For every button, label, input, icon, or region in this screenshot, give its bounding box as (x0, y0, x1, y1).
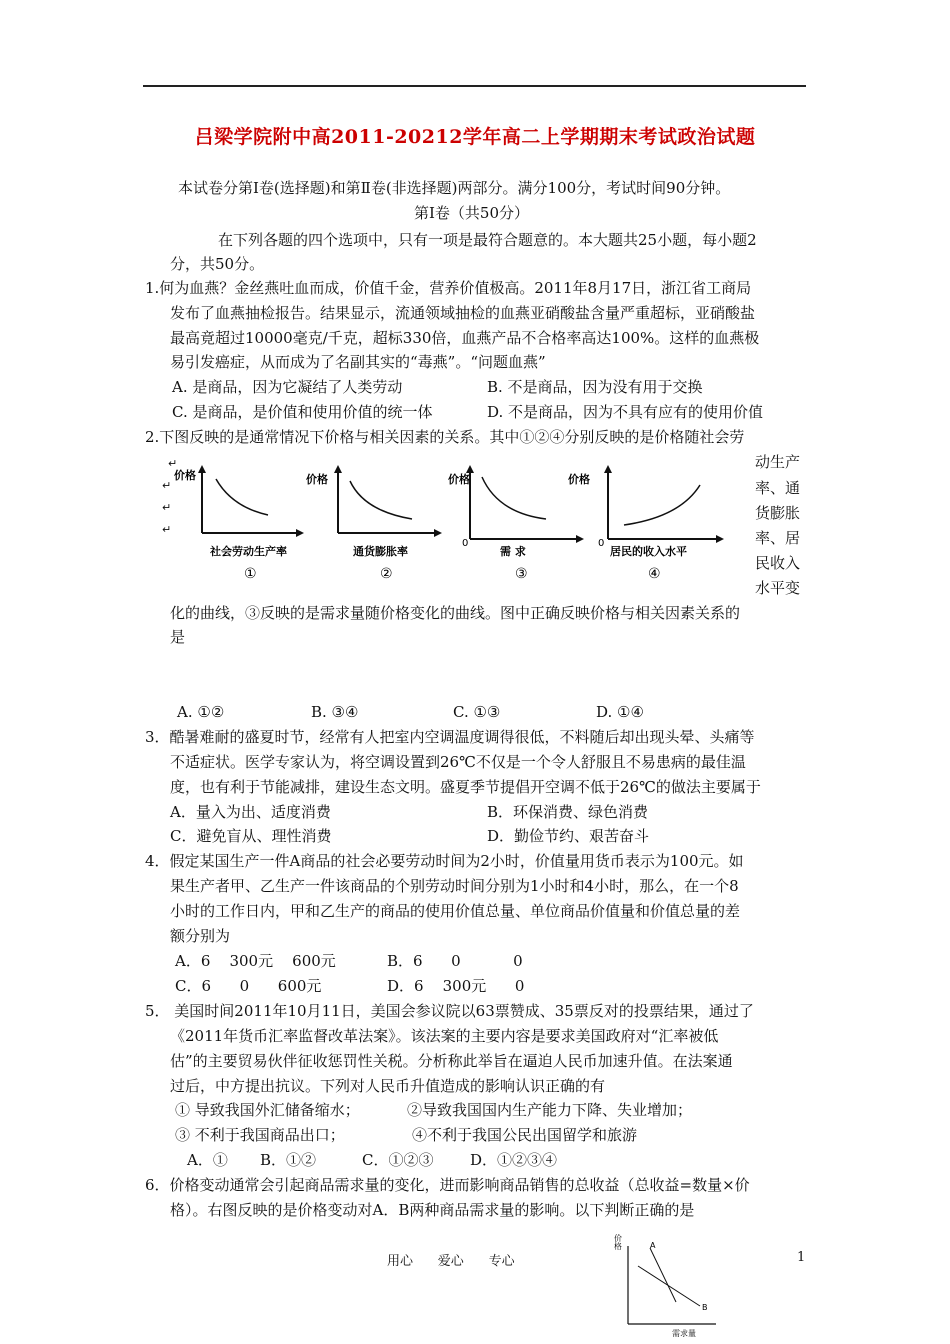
q4-option-d: D．6 300元 0 (387, 977, 525, 995)
q6-figure (612, 1222, 722, 1340)
q1-line-3: 最高竟超过10000毫克/千克，超标330倍，血燕产品不合格率高达100%。这样的血燕极 (170, 329, 760, 347)
q5-option-d: D．①②③④ (470, 1151, 558, 1169)
q2-line-1: 2.下图反映的是通常情况下价格与相关因素的关系。其中①②④分别反映的是价格随社会劳 (145, 428, 745, 446)
q5-line-1: 5． 美国时间2011年10月11日，美国会参议院以63票赞成、35票反对的投票结果，通过了 (145, 1002, 754, 1020)
q2-chart-4-xlabel: 居民的收入水平 (610, 545, 687, 558)
q6-chart-ylabel: 价格 (613, 1234, 623, 1250)
q2-chart-1-xlabel: 社会劳动生产率 (210, 545, 287, 558)
q3-option-a: A．量入为出、适度消费 (170, 803, 331, 821)
intro-text: 本试卷分第Ⅰ卷(选择题)和第Ⅱ卷(非选择题)两部分。满分100分，考试时间90分钟。 (178, 179, 731, 197)
q5-line-2: 《2011年货币汇率监督改革法案》。该法案的主要内容是要求美国政府对“汇率被低 (170, 1027, 719, 1045)
q2-chart-4-ylabel: 价格 (568, 473, 590, 486)
q4-line-1: 4．假定某国生产一件A商品的社会必要劳动时间为2小时，价值量用货币表示为100元。如 (145, 852, 744, 870)
instruction-line-1: 在下列各题的四个选项中，只有一项是最符合题意的。本大题共25小题，每小题2 (218, 231, 757, 249)
q2-chart-4-origin: 0 (598, 538, 605, 549)
q2-side-2: 率、通 (755, 479, 801, 497)
q5-option-a: A．① (187, 1151, 228, 1169)
q2-paragraph-mark-3: ↵ (162, 501, 172, 514)
q2-chart-3-number: ③ (515, 566, 528, 582)
q2-side-3: 货膨胀 (755, 504, 801, 522)
q2-chart-4-number: ④ (648, 566, 661, 582)
q6-line-a (650, 1248, 676, 1302)
q3-line-1: 3．酷暑难耐的盛夏时节，经常有人把室内空调温度调得很低，不料随后却出现头晕、头痛等 (145, 728, 755, 746)
q1-line-1: 1.何为血燕？金丝燕吐血而成，价值千金，营养价值极高。2011年8月17日，浙江省工商局 (145, 279, 752, 297)
q2-chart-2 (306, 465, 442, 582)
q2-chart-3 (448, 465, 584, 582)
q1-option-c: C. 是商品，是价值和使用价值的统一体 (172, 403, 433, 421)
q2-paragraph-mark-2: ↵ (162, 479, 172, 492)
q2-chart-3-ylabel: 价格 (448, 473, 470, 486)
q1-option-b: B. 不是商品，因为没有用于交换 (487, 378, 703, 396)
q2-chart-1 (174, 465, 304, 582)
page-title: 吕梁学院附中高2011-20212学年高二上学期期末考试政治试题 (194, 126, 756, 148)
q1-line-4: 易引发癌症，从而成为了名副其实的“毒燕”。“问题血燕” (170, 353, 546, 371)
q5-line-4: 过后，中方提出抗议。下列对人民币升值造成的影响认识正确的有 (170, 1077, 606, 1095)
q5-statement-1: ① 导致我国外汇储备缩水； (175, 1101, 360, 1119)
q3-line-3: 度，也有利于节能减排，建设生态文明。盛夏季节提倡开空调不低于26℃的做法主要属于 (170, 778, 761, 796)
q2-option-a: A. ①② (177, 703, 225, 721)
q5-line-3: 估”的主要贸易伙伴征收惩罚性关税。分析称此举旨在逼迫人民币加速升值。在法案通 (170, 1052, 733, 1070)
q2-side-5: 民收入 (755, 554, 801, 572)
q2-chart-3-xlabel: 需 求 (500, 545, 526, 558)
q3-option-b: B．环保消费、绿色消费 (487, 803, 649, 821)
q3-option-d: D．勤俭节约、艰苦奋斗 (487, 827, 650, 845)
q6-label-a: A (650, 1241, 656, 1250)
q6-line-2: 格）。右图反映的是价格变动对A．B两种商品需求量的影响。以下判断正确的是 (170, 1201, 695, 1219)
q2-line-2: 化的曲线，③反映的是需求量随价格变化的曲线。图中正确反映价格与相关因素关系的 (170, 604, 741, 622)
q4-line-3: 小时的工作日内，甲和乙生产的商品的使用价值总量、单位商品价值量和价值总量的差 (170, 902, 741, 920)
q2-chart-1-ylabel: 价格 (174, 469, 196, 482)
header-rule (143, 85, 806, 87)
q2-option-c: C. ①③ (453, 703, 501, 721)
q1-line-2: 发布了血燕抽检报告。结果显示，流通领域抽检的血燕亚硝酸盐含量严重超标，亚硝酸盐 (170, 304, 756, 322)
q6-label-b: B (702, 1303, 708, 1312)
instruction-line-2: 分，共50分。 (170, 255, 265, 273)
q2-side-6: 水平变 (755, 579, 801, 597)
page-number: 1 (797, 1250, 806, 1265)
q2-figure (160, 455, 750, 585)
q5-statement-3: ③ 不利于我国商品出口； (175, 1126, 345, 1144)
q5-statement-2: ②导致我国国内生产能力下降、失业增加； (407, 1101, 693, 1119)
q4-line-4: 额分别为 (170, 927, 231, 945)
q4-option-c: C．6 0 600元 (175, 977, 322, 995)
q2-chart-3-origin: 0 (462, 538, 469, 549)
q1-option-d: D. 不是商品，因为不具有应有的使用价值 (487, 403, 764, 421)
q2-chart-2-number: ② (380, 566, 393, 582)
q2-chart-4 (568, 465, 724, 582)
q2-side-4: 率、居 (755, 529, 801, 547)
q4-option-a: A．6 300元 600元 (175, 952, 336, 970)
q5-option-c: C．①②③ (362, 1151, 434, 1169)
part-heading: 第Ⅰ卷（共50分） (414, 204, 530, 222)
q6-line-1: 6．价格变动通常会引起商品需求量的变化，进而影响商品销售的总收益（总收益=数量×价 (145, 1176, 750, 1194)
q4-option-b: B．6 0 0 (387, 952, 523, 970)
q6-chart-xlabel: 需求量 (672, 1329, 696, 1338)
q2-chart-2-ylabel: 价格 (306, 473, 328, 486)
q2-option-d: D. ①④ (596, 703, 644, 721)
q4-line-2: 果生产者甲、乙生产一件该商品的个别劳动时间分别为1小时和4小时，那么，在一个8 (170, 877, 739, 895)
q2-option-b: B. ③④ (311, 703, 359, 721)
q2-paragraph-mark-1: ↵ (168, 457, 178, 470)
q2-line-3: 是 (170, 628, 186, 646)
q5-statement-4: ④不利于我国公民出国留学和旅游 (412, 1126, 638, 1144)
q6-line-b (638, 1266, 700, 1306)
q2-chart-1-number: ① (244, 566, 257, 582)
q5-option-b: B．①② (260, 1151, 317, 1169)
q1-option-a: A. 是商品，因为它凝结了人类劳动 (172, 378, 403, 396)
footer-text: 用心 爱心 专心 (387, 1254, 515, 1269)
q3-line-2: 不适症状。医学专家认为，将空调设置到26℃不仅是一个令人舒服且不易患病的最佳温 (170, 753, 746, 771)
q2-side-1: 动生产 (755, 453, 801, 471)
q2-chart-2-xlabel: 通货膨胀率 (353, 545, 408, 558)
q3-option-c: C．避免盲从、理性消费 (170, 827, 332, 845)
q2-paragraph-mark-4: ↵ (162, 523, 172, 536)
